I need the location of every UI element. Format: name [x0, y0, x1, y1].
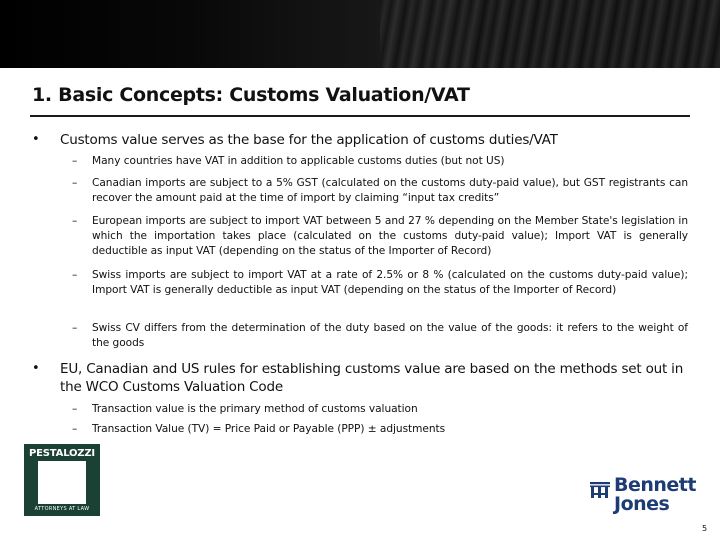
- bennett-jones-mark-icon: [590, 482, 610, 498]
- dash-icon: –: [72, 322, 78, 334]
- dash-icon: –: [72, 423, 78, 435]
- title-divider: [30, 115, 690, 117]
- page-number: 5: [702, 524, 708, 533]
- dash-icon: –: [72, 155, 78, 167]
- sub-bullet-text: Many countries have VAT in addition to applicable customs duties (but not US): [92, 155, 505, 167]
- bennett-jones-logo: [588, 474, 714, 516]
- sub-bullet-text: Transaction value is the primary method of customs valuation: [92, 403, 418, 415]
- sub-bullet-text: Canadian imports are subject to a 5% GST (calculated on the customs duty-paid value), but GST registrants can recover the amount paid at the time of import by claiming “input tax credits”: [92, 177, 688, 205]
- logo-square-icon: [38, 461, 86, 504]
- bullet-icon: •: [32, 361, 40, 376]
- banner-texture: [380, 0, 720, 68]
- slide-title: 1. Basic Concepts: Customs Valuation/VAT: [32, 84, 470, 106]
- pestalozzi-logo-subtitle: ATTORNEYS AT LAW: [34, 506, 90, 512]
- pestalozzi-logo-name: PESTALOZZI: [29, 448, 95, 459]
- dash-icon: –: [72, 269, 78, 281]
- sub-bullet-text: Swiss CV differs from the determination of the duty based on the value of the goods: it refers to the weight of the goods: [92, 322, 688, 350]
- pestalozzi-logo: [24, 444, 100, 516]
- dash-icon: –: [72, 403, 78, 415]
- bullet-text: EU, Canadian and US rules for establishing customs value are based on the methods set out in the WCO Customs Valuation Code: [60, 361, 684, 395]
- sub-bullet-text: Transaction Value (TV) = Price Paid or Payable (PPP) ± adjustments: [92, 423, 446, 435]
- bennett-jones-name-line2: Jones: [614, 493, 670, 515]
- dash-icon: –: [72, 177, 78, 189]
- sub-bullet-text: European imports are subject to import VAT between 5 and 27 % depending on the Member State's legislation in which the importation takes place (calculated on the customs duty-paid value); Import VAT is generally deductible as input VAT (depending on the status of the Importer of Record): [92, 215, 688, 258]
- dash-icon: –: [72, 215, 78, 227]
- header-banner-image: [0, 0, 720, 68]
- bennett-jones-name-line1: Bennett: [614, 474, 696, 496]
- bullet-text: Customs value serves as the base for the application of customs duties/VAT: [60, 132, 558, 148]
- sub-bullet-text: Swiss imports are subject to import VAT at a rate of 2.5% or 8 % (calculated on the customs duty-paid value); Import VAT is generally deductible as input VAT (depending on the status of the Importer of Record): [92, 269, 688, 297]
- bullet-icon: •: [32, 132, 40, 147]
